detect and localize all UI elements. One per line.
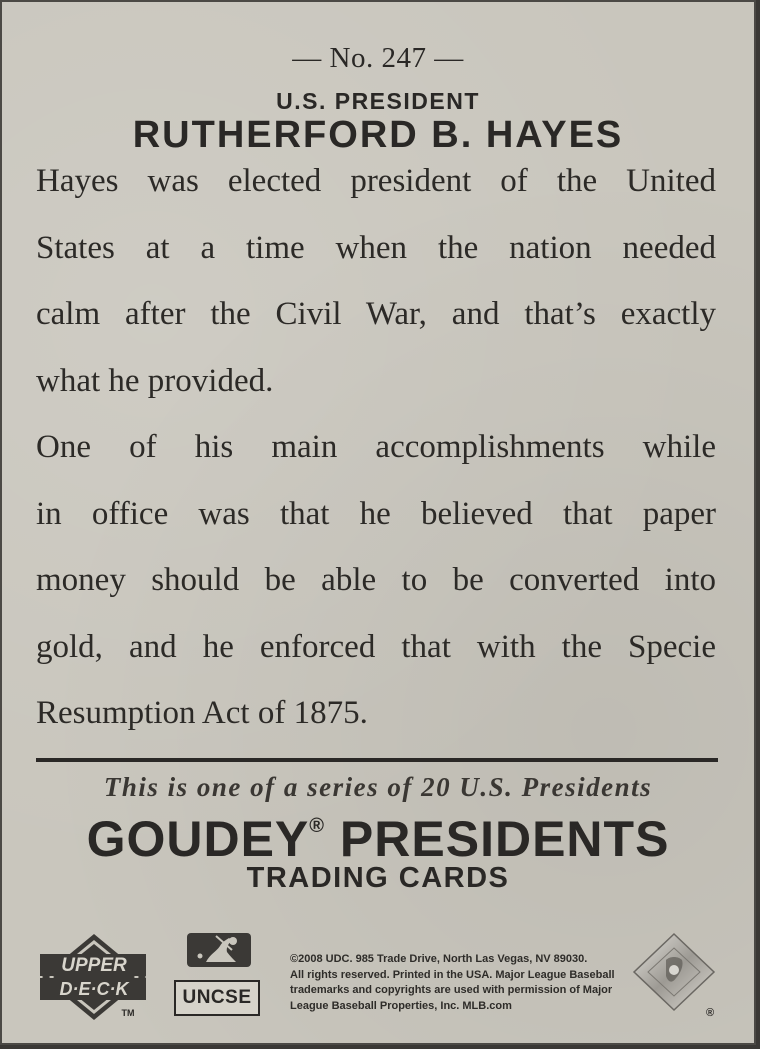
uncse-label: UNCSE [174, 980, 260, 1016]
bio-line: what he provided. [36, 362, 274, 399]
legal-text [290, 952, 615, 1014]
bio-line: money should be able to be converted into [36, 562, 716, 598]
hologram-icon [630, 930, 720, 1020]
bio-line: in office was that he believed that paper [36, 495, 716, 532]
mlb-logo-icon [186, 932, 252, 968]
president-name: RUTHERFORD B. HAYES [132, 114, 624, 156]
upper-deck-logo-icon [36, 932, 152, 1022]
card-subtitle: U.S. PRESIDENT [276, 88, 480, 114]
bio-line: Hayes was elected president of the United [36, 163, 716, 199]
brand-title-word: GOUDEY [86, 811, 310, 867]
biography-text [36, 148, 716, 747]
bio-line: gold, and he enforced that with the Specie [36, 628, 716, 665]
series-note: This is one of a series of 20 U.S. Presidents [103, 772, 653, 802]
legal-line: ©2008 UDC. 985 Trade Drive, North Las Vegas, NV 89030. [290, 953, 588, 965]
upper-deck-text-2: D·E·C·K [59, 979, 129, 999]
registered-mark: ® [309, 815, 326, 837]
upper-deck-text-1: UPPER [61, 955, 127, 976]
brand-subtitle: TRADING CARDS [246, 862, 510, 894]
upper-deck-tm: TM [121, 1008, 135, 1018]
card-number: — No. 247 — [292, 42, 464, 74]
legal-line: League Baseball Properties, Inc. MLB.com [290, 999, 512, 1012]
brand-title-rest: PRESIDENTS [325, 811, 670, 867]
hologram-registered-mark: ® [705, 1007, 715, 1019]
brand-title [2, 810, 754, 868]
bio-line: States at a time when the nation needed [36, 229, 716, 266]
legal-line: trademarks and copyrights are used with permission of Major [290, 984, 613, 996]
bio-line: One of his main accomplishments while [36, 429, 716, 465]
bio-line: calm after the Civil War, and that’s exactly [36, 296, 716, 332]
bio-line: Resumption Act of 1875. [36, 695, 368, 731]
section-divider [36, 758, 718, 762]
legal-line: All rights reserved. Printed in the USA. Major League Baseball [290, 968, 615, 981]
